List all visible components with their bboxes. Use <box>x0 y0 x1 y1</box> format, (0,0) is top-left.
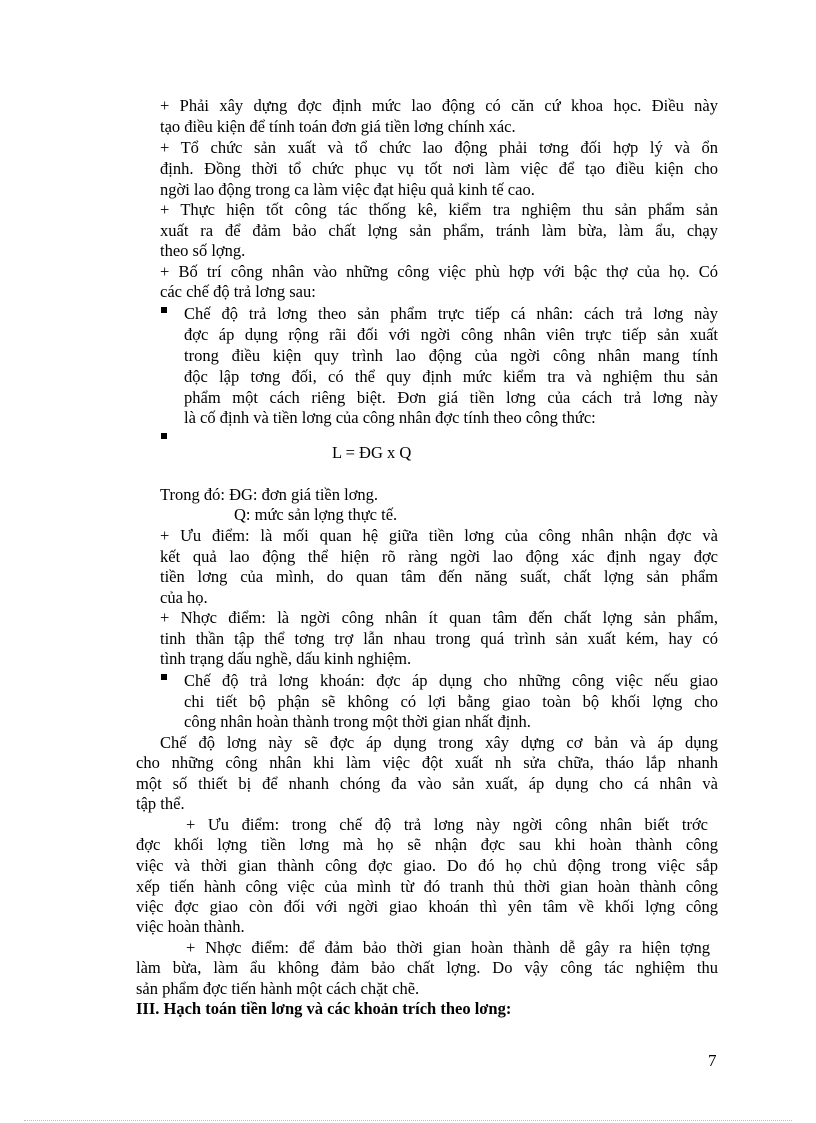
text-line: kết quả lao động thể hiện rõ ràng ngời lao động xác định ngay đợc <box>160 547 718 566</box>
text-line: xếp tiến hành công việc của mình từ đó tranh thủ thời gian hoàn thành công <box>136 877 718 896</box>
text-line: + Ưu điểm: trong chế độ trả lơng này ngời công nhân biết trớc <box>186 815 708 834</box>
text-line: Trong đó: ĐG: đơn giá tiền lơng. <box>160 485 379 504</box>
text-line: Chế độ trả lơng khoán: đợc áp dụng cho những công việc nếu giao <box>184 671 718 690</box>
text-line: đợc khối lợng tiền lơng mà họ sẽ nhận đợc sau khi hoàn thành công <box>136 835 718 854</box>
page-number: 7 <box>708 1051 717 1070</box>
text-line: đợc áp dụng rộng rãi đối với ngời công nhân viên trực tiếp sản xuất <box>184 325 718 344</box>
text-line: theo số lợng. <box>160 241 246 260</box>
text-line: định. Đồng thời tổ chức phục vụ tốt nơi làm việc để tạo điều kiện cho <box>160 159 718 178</box>
text-line: xuất ra để đảm bảo chất lợng sản phẩm, tránh làm bừa, làm ẩu, chạy <box>160 221 718 240</box>
text-line: các chế độ trả lơng sau: <box>160 282 316 301</box>
text-line: cho những công nhân khi làm việc đột xuất nh sửa chữa, tháo lắp nhanh <box>136 753 718 772</box>
text-line: chi tiết bộ phận sẽ không có lợi bằng giao toàn bộ khối lợng cho <box>184 692 718 711</box>
text-line: là cố định và tiền lơng của công nhân đợc tính theo công thức: <box>184 408 596 427</box>
text-line: tạo điều kiện để tính toán đơn giá tiền lơng chính xác. <box>160 117 516 136</box>
text-line: tình trạng dấu nghề, dấu kinh nghiệm. <box>160 649 412 668</box>
text-line: + Ưu điểm: là mối quan hệ giữa tiền lơng của công nhân nhận đợc và <box>160 526 718 545</box>
text-line: tập thể. <box>136 794 185 813</box>
text-line: Chế độ lơng này sẽ đợc áp dụng trong xây dựng cơ bản và áp dụng <box>160 733 718 752</box>
bullet-square-icon <box>161 674 167 680</box>
text-line: công nhân hoàn thành trong một thời gian nhất định. <box>184 712 531 731</box>
text-line: sản phẩm đợc tiến hành một cách chặt chẽ. <box>136 979 420 998</box>
bullet-square-icon <box>161 433 167 439</box>
text-line: độc lập tơng đối, có thể quy định mức kiểm tra và nghiệm thu sản <box>184 367 718 386</box>
footer-divider <box>24 1120 792 1121</box>
text-line: + Tổ chức sản xuất và tổ chức lao động phải tơng đối hợp lý và ổn <box>160 138 718 157</box>
text-line: Chế độ trả lơng theo sản phẩm trực tiếp cá nhân: cách trả lơng này <box>184 304 718 323</box>
text-line: + Phải xây dựng đợc định mức lao động có căn cứ khoa học. Điều này <box>160 96 718 115</box>
text-line: + Thực hiện tốt công tác thống kê, kiểm tra nghiệm thu sản phẩm sản <box>160 200 718 219</box>
bullet-square-icon <box>161 307 167 313</box>
text-line: làm bừa, làm ẩu không đảm bảo chất lợng. Do vậy công tác nghiệm thu <box>136 958 718 977</box>
text-line: Q: mức sản lợng thực tế. <box>234 505 398 524</box>
text-line: + Nhợc điểm: là ngời công nhân ít quan tâm đến chất lợng sản phẩm, <box>160 608 718 627</box>
text-line: việc đợc giao còn đối với ngời giao khoán thì yên tâm về khối lợng công <box>136 897 718 916</box>
formula: L = ĐG x Q <box>332 443 412 462</box>
text-line: + Bố trí công nhân vào những công việc phù hợp với bậc thợ của họ. Có <box>160 262 718 281</box>
text-line: trong điều kiện quy trình lao động của ngời công nhân mang tính <box>184 346 718 365</box>
text-line: tiền lơng của mình, do quan tâm đến năng suất, chất lợng sản phẩm <box>160 567 718 586</box>
text-line: ngời lao động trong ca làm việc đạt hiệu quả kinh tế cao. <box>160 180 535 199</box>
section-heading: III. Hạch toán tiền lơng và các khoản trích theo lơng: <box>136 999 512 1018</box>
text-line: + Nhợc điểm: để đảm bảo thời gian hoàn thành dễ gây ra hiện tợng <box>186 938 710 957</box>
text-line: việc và thời gian thành công đợc giao. Do đó họ chủ động trong việc sắp <box>136 856 718 875</box>
text-line: của họ. <box>160 588 208 607</box>
text-line: một số thiết bị để nhanh chóng đa vào sản xuất, áp dụng cho cá nhân và <box>136 774 718 793</box>
text-line: việc hoàn thành. <box>136 917 245 936</box>
text-line: tinh thần tập thể tơng trợ lẫn nhau trong quá trình sản xuất kém, hay có <box>160 629 718 648</box>
text-line: phẩm một cách riêng biệt. Đơn giá tiền lơng của cách trả lơng này <box>184 388 718 407</box>
